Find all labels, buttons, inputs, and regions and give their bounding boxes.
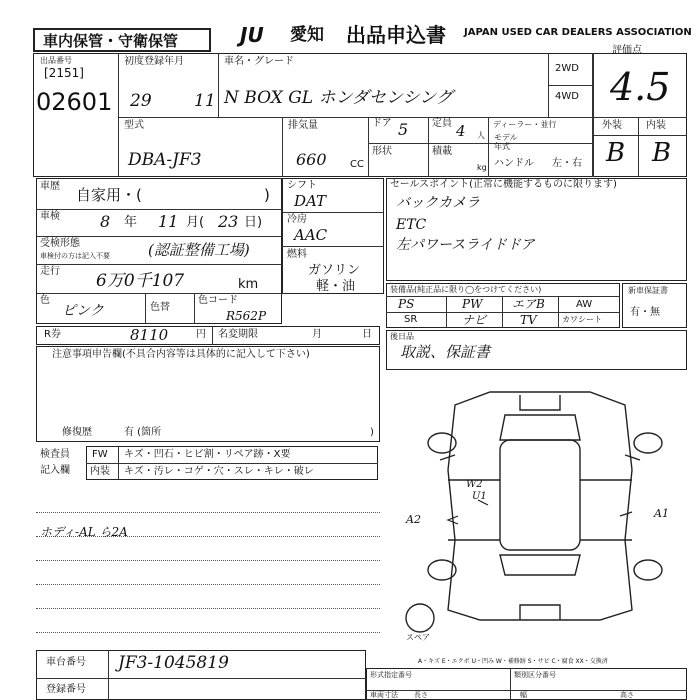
score-value: 4.5 bbox=[610, 65, 671, 109]
sales-point-1: バックカメラ bbox=[396, 195, 480, 211]
score-label: 評価点 bbox=[612, 45, 642, 56]
dealer-import: ディーラー・並行 bbox=[493, 120, 557, 129]
capacity-value: 4 bbox=[456, 122, 466, 140]
history-close: ) bbox=[264, 186, 270, 204]
model-name-value: N BOX GL ホンダセンシング bbox=[224, 88, 453, 108]
shape-label: 形状 bbox=[372, 146, 392, 157]
load-label: 積載 bbox=[432, 146, 452, 157]
inspector-label-2: 記入欄 bbox=[40, 465, 70, 476]
logo-region: 愛知 bbox=[290, 25, 324, 45]
name-change-label: 名変期限 bbox=[218, 329, 258, 340]
name-change-day: 日 bbox=[362, 329, 372, 340]
handle-options: 左・右 bbox=[552, 158, 582, 169]
load-unit: kg bbox=[477, 163, 487, 172]
model-year-label: モデル 年式 bbox=[494, 133, 518, 151]
inspection-day-unit: 日) bbox=[244, 215, 263, 230]
ju-logo-mark: JU bbox=[240, 23, 264, 47]
sales-point-3: 左パワースライドドア bbox=[396, 237, 535, 253]
aircon-value: AAC bbox=[294, 226, 328, 244]
remark-text: ホディ-AL ら2A bbox=[40, 525, 128, 539]
displacement-unit: CC bbox=[350, 159, 364, 170]
doors-value: 5 bbox=[398, 120, 409, 139]
lot-label: 出品番号 bbox=[40, 56, 72, 65]
mileage-label: 走行 bbox=[40, 266, 60, 277]
damage-legend: A・キズ E・エクボ U・凹み W・補修跡 S・サビ C・腐食 XX・交換済 bbox=[418, 658, 608, 665]
inspector-fw-items: キズ・凹石・ヒビ割・リペア跡・X要 bbox=[124, 449, 291, 460]
first-reg-label: 初度登録年月 bbox=[124, 56, 184, 67]
doors-label: ドア bbox=[372, 118, 392, 129]
inspector-fw: FW bbox=[92, 449, 108, 460]
shift-label: シフト bbox=[287, 180, 317, 191]
first-reg-month: 11 bbox=[194, 91, 216, 111]
model-code-label: 型式 bbox=[124, 120, 144, 131]
recycle-unit: 円 bbox=[196, 329, 206, 340]
warranty-value: 有・無 bbox=[630, 307, 660, 318]
history-value: 自家用・( bbox=[76, 186, 142, 204]
inspection-year-unit: 年 bbox=[124, 215, 138, 230]
fuel-value-gasoline: ガソリン bbox=[308, 263, 361, 278]
equip-tv: TV bbox=[520, 313, 537, 327]
recycle-value: 8110 bbox=[130, 326, 169, 344]
repair-label: 修復歴 bbox=[62, 427, 92, 438]
first-reg-year: 29 bbox=[130, 91, 152, 111]
attached-label: 後日品 bbox=[390, 332, 414, 341]
mark-u1: U1 bbox=[472, 491, 487, 502]
recycle-label: R券 bbox=[44, 329, 61, 340]
repair-close: ) bbox=[370, 427, 374, 438]
color-value: ピンク bbox=[62, 303, 104, 319]
inspection-day: 23 bbox=[218, 212, 239, 231]
interior-value: B bbox=[652, 138, 672, 168]
history-label: 車歴 bbox=[40, 181, 60, 192]
shape-number-label: 形式指定番号 bbox=[370, 671, 412, 679]
inspection-label: 車検 bbox=[40, 211, 60, 222]
capacity-unit: 人 bbox=[477, 131, 485, 140]
drive-2wd: 2WD bbox=[555, 63, 579, 74]
name-change-month: 月 bbox=[312, 329, 322, 340]
insp-method-note: 車検付の方は記入不要 bbox=[40, 252, 110, 260]
inspector-interior: 内装 bbox=[90, 466, 110, 477]
sales-point-2: ETC bbox=[396, 217, 427, 233]
equip-airbag: エアB bbox=[512, 297, 545, 311]
height-label: 高さ bbox=[620, 691, 634, 699]
model-code-value: DBA-JF3 bbox=[128, 150, 202, 170]
warranty-label: 新車保証書 bbox=[628, 286, 668, 295]
equip-ps: PS bbox=[398, 297, 415, 311]
fuel-value-light-oil: 軽・油 bbox=[316, 279, 356, 294]
mileage-value: 6万0千107 bbox=[96, 271, 185, 291]
displacement-value: 660 bbox=[296, 150, 327, 169]
lot-small-number: [2151] bbox=[44, 66, 84, 80]
capacity-label: 定員 bbox=[432, 118, 452, 129]
equip-aw: AW bbox=[576, 299, 593, 310]
equip-pw: PW bbox=[462, 297, 483, 311]
length-label: 長さ bbox=[414, 691, 428, 699]
mark-w2: W2 bbox=[466, 479, 483, 490]
model-name-label: 車名・グレード bbox=[224, 56, 294, 67]
color-code-value: R562P bbox=[226, 309, 267, 323]
form-title: 出品申込書 bbox=[346, 23, 446, 47]
color-code-label: 色コード bbox=[198, 295, 238, 306]
interior-label: 内装 bbox=[646, 120, 666, 131]
association-name: JAPAN USED CAR DEALERS ASSOCIATION bbox=[464, 27, 692, 38]
width-label: 幅 bbox=[520, 691, 527, 699]
chassis-value: JF3-1045819 bbox=[118, 653, 229, 673]
exterior-value: B bbox=[606, 138, 626, 168]
aircon-label: 冷房 bbox=[287, 214, 307, 225]
attached-value: 取説、保証書 bbox=[400, 343, 491, 361]
exterior-label: 外装 bbox=[602, 120, 622, 131]
reg-number-label: 登録番号 bbox=[46, 684, 86, 695]
chassis-label: 車台番号 bbox=[46, 657, 86, 668]
storage-label: 車内保管・守衛保管 bbox=[43, 32, 179, 50]
dimensions-label: 車両寸法 bbox=[370, 691, 398, 699]
inspection-month: 11 bbox=[158, 212, 179, 231]
lot-number: 02601 bbox=[36, 88, 113, 116]
mark-a1: A1 bbox=[654, 507, 669, 520]
displacement-label: 排気量 bbox=[288, 120, 318, 131]
notes-label: 注意事項申告欄(不具合内容等は具体的に記入して下さい) bbox=[52, 349, 310, 360]
insp-method-value: (認証整備工場) bbox=[148, 241, 250, 259]
mileage-unit: km bbox=[238, 277, 259, 292]
equip-sr: SR bbox=[404, 314, 418, 325]
equipment-label: 装備品(純正品に限り◯をつけてください) bbox=[390, 285, 542, 294]
repair-value: 有 (箇所 bbox=[124, 427, 162, 438]
mark-a2: A2 bbox=[406, 513, 421, 526]
class-number-label: 類別区分番号 bbox=[514, 671, 556, 679]
drive-4wd: 4WD bbox=[555, 91, 579, 102]
inspector-interior-items: キズ・汚レ・コゲ・穴・スレ・キレ・破レ bbox=[124, 466, 314, 477]
inspection-year: 8 bbox=[100, 212, 111, 231]
equip-navi: ナビ bbox=[462, 313, 487, 327]
color-label: 色 bbox=[40, 295, 50, 306]
spare-label: スペア bbox=[406, 633, 430, 642]
handle-label: ハンドル bbox=[494, 158, 534, 169]
color-repaint-label: 色替 bbox=[150, 302, 170, 313]
inspector-label: 検査員 bbox=[40, 449, 70, 460]
inspection-month-unit: 月( bbox=[186, 215, 205, 230]
sales-points-label: セールスポイント(正常に機能するものに限ります) bbox=[390, 179, 617, 190]
equip-leather: カワシート bbox=[562, 315, 602, 324]
fuel-label: 燃料 bbox=[287, 249, 307, 260]
shift-value: DAT bbox=[294, 192, 327, 210]
insp-method-label: 受検形態 bbox=[40, 238, 80, 249]
